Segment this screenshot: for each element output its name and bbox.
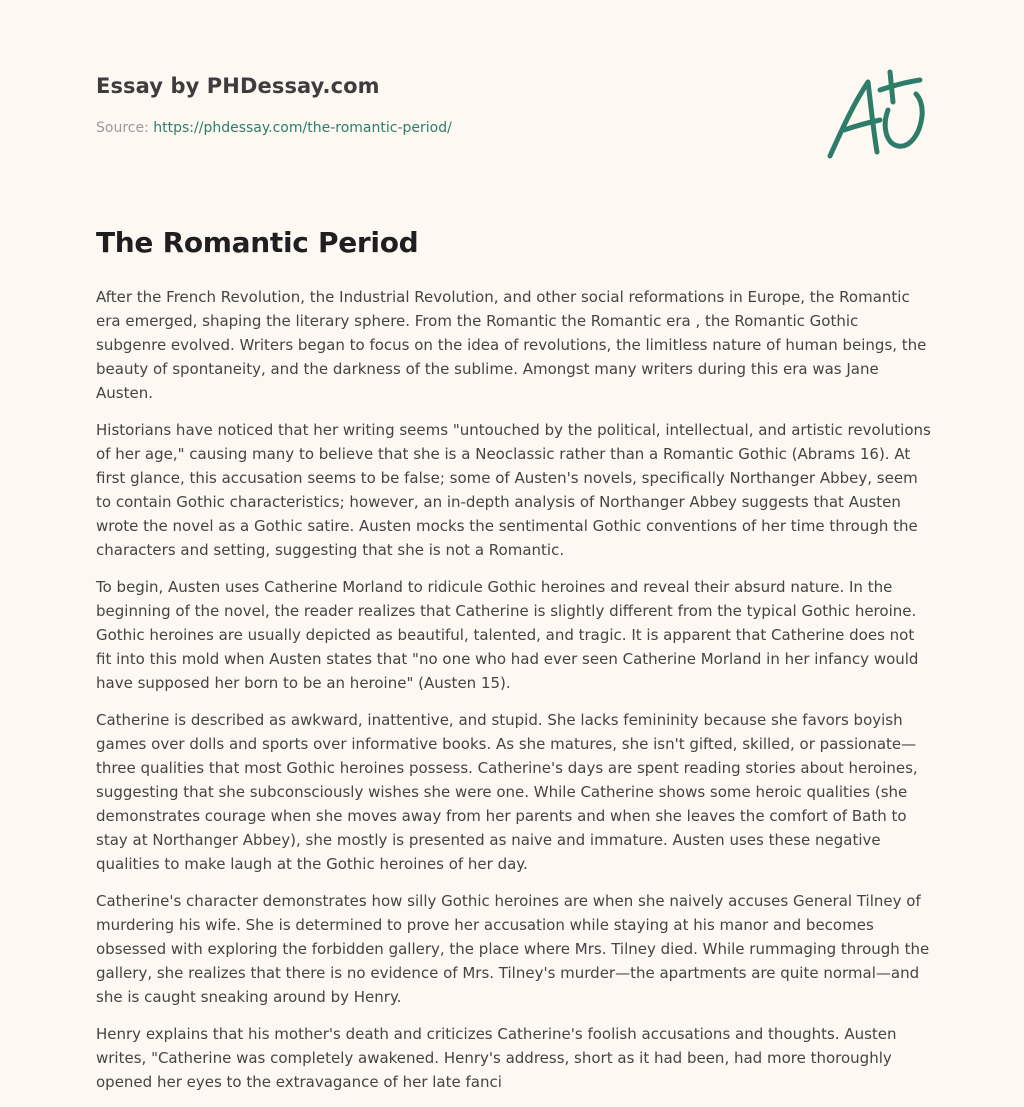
site-brand: Essay by PHDessay.com <box>96 74 380 98</box>
essay-paragraph: After the French Revolution, the Industrial Revolution, and other social reformations in Europe, the Romantic era emerged, shaping the literary sphere. From the Romantic the Romantic era , the Romantic Gothic subgenre evolved. Writers began to focus on the idea of revolutions, the limitless nature of human beings, the beauty of spontaneity, and the darkness of the sublime. Amongst many writers during this era was Jane Austen. <box>96 288 927 402</box>
essay-paragraph: To begin, Austen uses Catherine Morland to ridicule Gothic heroines and reveal their absurd nature. In the beginning of the novel, the reader realizes that Catherine is slightly different from the typical Gothic heroine. Gothic heroines are usually depicted as beautiful, talented, and tragic. It is apparent that Catherine does not fit into this mold when Austen states that "no one who had ever seen Catherine Morland in her infancy would have supposed her born to be an heroine" (Austen 15). <box>96 578 919 692</box>
essay-paragraph: Catherine is described as awkward, inattentive, and stupid. She lacks femininity because she favors boyish games over dolls and sports over informative books. As she matures, she isn't gifted, skilled, or passionate—three qualities that most Gothic heroines possess. Catherine's days are spent reading stories about heroines, suggesting that she subconsciously wishes she were one. While Catherine shows some heroic qualities (she demonstrates courage when she moves away from her parents and when she leaves the comfort of Bath to stay at Northanger Abbey), she mostly is presented as naive and immature. Austen uses these negative qualities to make laugh at the Gothic heroines of her day. <box>96 711 918 873</box>
source-line <box>96 120 796 136</box>
essay-body <box>96 285 932 1107</box>
essay-paragraph: Henry explains that his mother's death and criticizes Catherine's foolish accusations and thoughts. Austen writes, "Catherine was completely awakened. Henry's address, short as it had been, had more thoroughly opened her eyes to the extravagance of her late fanci <box>96 1025 897 1091</box>
source-label: Source: <box>96 120 154 136</box>
a-plus-grade-icon <box>822 68 928 164</box>
essay-paragraph: Catherine's character demonstrates how silly Gothic heroines are when she naively accuses General Tilney of murdering his wife. She is determined to prove her accusation while staying at his manor and becomes obsessed with exploring the forbidden gallery, the place where Mrs. Tilney died. While rummaging through the gallery, she realizes that there is no evidence of Mrs. Tilney's murder—the apartments are quite normal—and she is caught sneaking around by Henry. <box>96 892 930 1006</box>
page-header <box>96 74 796 136</box>
source-link[interactable]: https://phdessay.com/the-romantic-period/ <box>153 120 452 136</box>
essay-paragraph: Historians have noticed that her writing seems "untouched by the political, intellectual, and artistic revolutions of her age," causing many to believe that she is a Neoclassic rather than a Romantic Gothic (Abrams 16). At first glance, this accusation seems to be false; some of Austen's novels, specifically Northanger Abbey, seem to contain Gothic characteristics; however, an in-depth analysis of Northanger Abbey suggests that Austen wrote the novel as a Gothic satire. Austen mocks the sentimental Gothic conventions of her time through the characters and setting, suggesting that she is not a Romantic. <box>96 421 931 559</box>
page-title: The Romantic Period <box>96 226 419 259</box>
